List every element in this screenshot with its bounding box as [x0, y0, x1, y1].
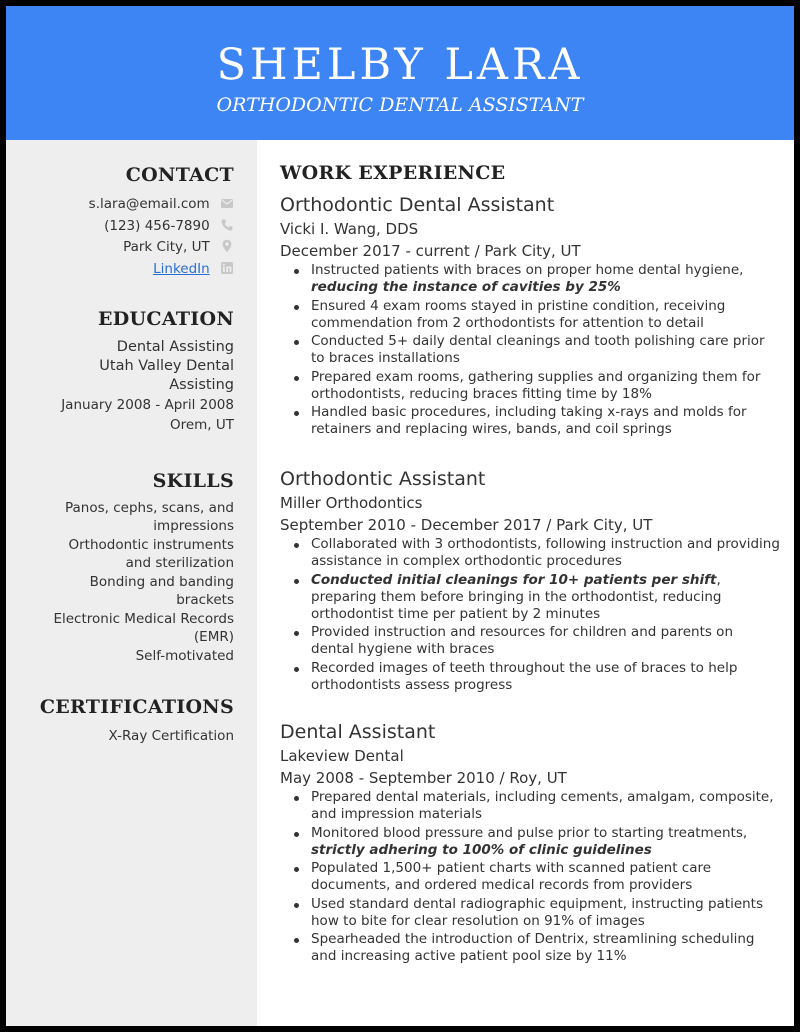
- job-dates: May 2008 - September 2010: [280, 769, 495, 787]
- header-banner: [6, 6, 794, 140]
- candidate-title: ORTHODONTIC DENTAL ASSISTANT: [216, 94, 584, 116]
- linkedin-icon: [220, 261, 234, 275]
- job-company: Vicki I. Wang, DDS: [280, 220, 419, 238]
- contact-location: Park City, UT: [123, 239, 210, 255]
- contact-email[interactable]: s.lara@email.com: [88, 196, 210, 212]
- job-dates-row: December 2017 - current / Park City, UT: [280, 242, 581, 260]
- job-company: Miller Orthodontics: [280, 494, 423, 512]
- job-bullet: Prepared exam rooms, gathering supplies and organizing them for orthodontists, reducing braces fitting time by 18%: [311, 369, 780, 403]
- skill-line: Bonding and banding: [89, 574, 234, 590]
- contact-phone[interactable]: (123) 456-7890: [104, 217, 210, 234]
- skill-line: and sterilization: [125, 554, 234, 571]
- job-bullet: Instructed patients with braces on proper home dental hygiene, reducing the instance of cavities by 25%: [311, 262, 780, 296]
- job-bullet: Prepared dental materials, including cements, amalgam, composite, and impression materials: [311, 789, 780, 823]
- skill-line: Electronic Medical Records: [53, 611, 234, 627]
- envelope-icon: [220, 196, 234, 210]
- job-bullet: Populated 1,500+ patient charts with scanned patient care documents, and ordered medical records from providers: [311, 860, 780, 894]
- contact-phone-row: [14, 216, 234, 238]
- contact-location-row: [14, 237, 234, 259]
- job-bullet: Conducted 5+ daily dental cleanings and tooth polishing care prior to braces installations: [311, 333, 780, 367]
- skill-item: [14, 537, 234, 572]
- job-company: Lakeview Dental: [280, 747, 404, 765]
- job-bullet: Conducted initial cleanings for 10+ patients per shift, preparing them before bringing in the orthodontist, reducing orthodontist time per patient by 2 minutes: [311, 572, 780, 623]
- candidate-name: SHELBY LARA: [216, 40, 584, 90]
- skill-item: [14, 500, 234, 535]
- certifications-heading: CERTIFICATIONS: [39, 696, 234, 718]
- job-title: Dental Assistant: [280, 721, 436, 743]
- job-bullets: [280, 262, 780, 438]
- skill-line: Self-motivated: [135, 648, 234, 664]
- contact-section: [14, 162, 234, 280]
- skill-line: (EMR): [193, 628, 234, 645]
- skills-section: [14, 468, 234, 668]
- education-section: [14, 306, 234, 435]
- job-dates: September 2010 - December 2017: [280, 516, 542, 534]
- bullet-highlight: Conducted initial cleanings for 10+ patients per shift: [311, 571, 717, 588]
- job-entry: [280, 192, 780, 440]
- sidebar: [6, 140, 257, 1026]
- skill-item: [14, 648, 234, 666]
- skill-item: [14, 611, 234, 646]
- job-bullets: [280, 536, 780, 694]
- job-title: Orthodontic Dental Assistant: [280, 194, 555, 216]
- job-entry: [280, 719, 780, 967]
- job-location: Park City, UT: [556, 516, 653, 534]
- linkedin-link[interactable]: LinkedIn: [153, 260, 210, 277]
- education-heading: EDUCATION: [98, 308, 234, 330]
- job-location: Park City, UT: [484, 242, 581, 260]
- skill-line: impressions: [153, 517, 234, 534]
- skill-item: [14, 574, 234, 609]
- certification-item: X-Ray Certification: [108, 728, 234, 744]
- education-location: Orem, UT: [169, 417, 234, 433]
- skills-heading: SKILLS: [152, 470, 234, 492]
- bullet-highlight: strictly adhering to 100% of clinic guidelines: [311, 841, 652, 858]
- contact-heading: CONTACT: [125, 164, 234, 186]
- resume-page: [6, 6, 794, 1026]
- job-bullet: Spearheaded the introduction of Dentrix, streamlining scheduling and increasing active patient pool size by 11%: [311, 931, 780, 965]
- job-dates-row: September 2010 - December 2017 / Park City, UT: [280, 516, 653, 534]
- phone-icon: [220, 218, 234, 232]
- skill-line: brackets: [176, 591, 234, 608]
- certifications-section: [14, 694, 234, 746]
- job-bullet: Used standard dental radiographic equipment, instructing patients how to bite for clear resolution on 91% of images: [311, 896, 780, 930]
- education-dates: January 2008 - April 2008: [61, 397, 234, 413]
- job-title: Orthodontic Assistant: [280, 468, 486, 490]
- skill-line: Panos, cephs, scans, and: [64, 500, 234, 516]
- job-bullet: Collaborated with 3 orthodontists, following instruction and providing assistance in complex orthodontic procedures: [311, 536, 780, 569]
- job-bullet: Recorded images of teeth throughout the use of braces to help orthodontists assess progress: [311, 660, 780, 694]
- contact-linkedin-row: [14, 259, 234, 281]
- skill-line: Orthodontic instruments: [68, 537, 234, 553]
- map-pin-icon: [220, 239, 234, 253]
- job-dates-row: May 2008 - September 2010 / Roy, UT: [280, 769, 567, 787]
- job-bullet: Ensured 4 exam rooms stayed in pristine condition, receiving commendation from 2 orthodontists for attention to detail: [311, 298, 780, 332]
- work-experience-heading: WORK EXPERIENCE: [280, 162, 506, 184]
- job-bullets: [280, 789, 780, 965]
- education-degree: Dental Assisting: [116, 339, 234, 355]
- job-entry: [280, 466, 780, 695]
- education-school-line2: Assisting: [169, 377, 234, 393]
- job-bullet: Provided instruction and resources for children and parents on dental hygiene with braces: [311, 624, 780, 658]
- job-location: Roy, UT: [509, 769, 567, 787]
- bullet-highlight: reducing the instance of cavities by 25%: [311, 279, 621, 295]
- education-school-line1: Utah Valley Dental: [99, 358, 234, 374]
- job-dates: December 2017 - current: [280, 242, 470, 260]
- job-bullet: Monitored blood pressure and pulse prior to starting treatments, strictly adhering to 100% of clinic guidelines: [311, 825, 780, 859]
- job-bullet: Handled basic procedures, including taking x-rays and molds for retainers and replacing wires, bands, and coil springs: [311, 404, 780, 438]
- contact-email-row: [14, 194, 234, 216]
